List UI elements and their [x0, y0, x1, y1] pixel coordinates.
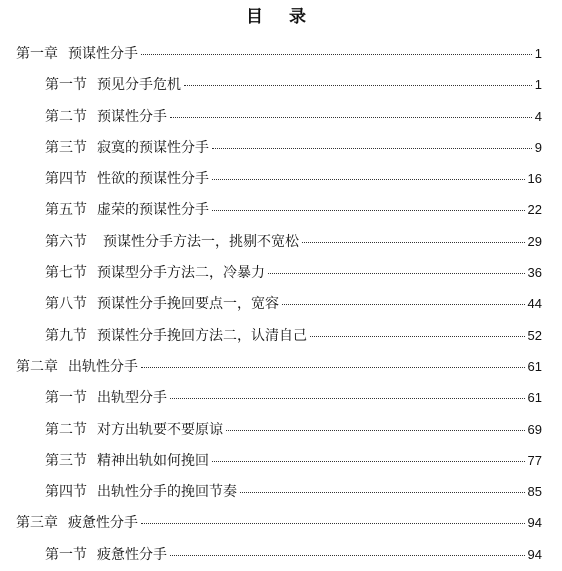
- entry-title: 出轨型分手: [97, 390, 167, 407]
- toc-section-entry[interactable]: [0, 226, 562, 257]
- dot-leader: [170, 117, 532, 118]
- entry-page-number: 1: [534, 46, 542, 61]
- entry-page-number: 94: [527, 515, 542, 531]
- entry-number: 第三节: [45, 452, 87, 469]
- toc-section-entry[interactable]: [0, 163, 562, 194]
- dot-leader: [282, 304, 525, 305]
- dot-leader: [184, 85, 532, 86]
- entry-number: 第一节: [45, 546, 87, 563]
- entry-title: 预谋型分手方法二，冷暴力: [97, 265, 265, 282]
- toc-section-entry[interactable]: [0, 132, 562, 163]
- entry-page-number: 4: [534, 108, 542, 124]
- entry-number: 第一节: [45, 77, 87, 94]
- entry-number: 第一章: [16, 46, 58, 62]
- entry-page-number: 69: [527, 421, 542, 437]
- dot-leader: [141, 54, 532, 55]
- dot-leader: [212, 148, 532, 149]
- entry-page-number: 29: [527, 233, 542, 249]
- entry-number: 第八节: [45, 296, 87, 313]
- entry-title: 预见分手危机: [97, 77, 181, 94]
- entry-page-number: 85: [527, 484, 542, 500]
- dot-leader: [141, 367, 525, 368]
- entry-title: 出轨性分手: [68, 358, 138, 375]
- dot-leader: [310, 336, 525, 337]
- entry-title: 寂寞的预谋性分手: [97, 139, 209, 156]
- entry-label: [45, 195, 209, 226]
- toc-section-entry[interactable]: [0, 69, 562, 100]
- entry-number: 第三节: [45, 139, 87, 156]
- dot-leader: [240, 492, 525, 493]
- toc-section-entry[interactable]: [0, 476, 562, 507]
- entry-page-number: 22: [527, 202, 542, 218]
- entry-title: 性欲的预谋性分手: [97, 171, 209, 188]
- entry-number: 第九节: [45, 327, 87, 344]
- entry-page-number: 77: [527, 452, 542, 468]
- entry-number: 第三章: [16, 515, 58, 532]
- entry-title: 预谋性分手方法一，挑剔不宽松: [103, 233, 299, 250]
- entry-label: [16, 352, 138, 383]
- entry-number: 第七节: [45, 265, 87, 282]
- toc-section-entry[interactable]: [0, 445, 562, 476]
- entry-page-number: 61: [527, 358, 542, 374]
- entry-title: 疲惫性分手: [68, 515, 138, 532]
- dot-leader: [212, 210, 525, 211]
- entry-page-number: 52: [527, 327, 542, 343]
- toc-section-entry[interactable]: [0, 382, 562, 413]
- entry-title: 出轨性分手的挽回节奏: [97, 484, 237, 501]
- entry-title: 对方出轨要不要原谅: [97, 421, 223, 438]
- dot-leader: [226, 430, 525, 431]
- entry-label: [45, 133, 209, 164]
- entry-number: 第一节: [45, 390, 87, 407]
- toc-chapter-entry[interactable]: [0, 38, 562, 69]
- dot-leader: [268, 273, 525, 274]
- entry-label: [16, 39, 138, 70]
- entry-title: 疲惫性分手: [97, 546, 167, 563]
- entry-label: [45, 227, 299, 258]
- entry-label: [45, 70, 181, 101]
- entry-page-number: 61: [527, 390, 542, 406]
- entry-label: [45, 258, 265, 289]
- toc-section-entry[interactable]: [0, 194, 562, 225]
- entry-page-number: 94: [527, 546, 542, 562]
- toc-section-entry[interactable]: [0, 257, 562, 288]
- entry-page-number: 16: [527, 171, 542, 187]
- entry-page-number: 36: [527, 265, 542, 281]
- entry-page-number: 44: [527, 296, 542, 312]
- entry-label: [45, 383, 167, 414]
- entry-label: [45, 164, 209, 195]
- entry-title: 预谋性分手挽回要点一，宽容: [97, 296, 279, 313]
- entry-number: 第四节: [45, 171, 87, 188]
- entry-label: [45, 289, 279, 320]
- entry-number: 第二节: [45, 421, 87, 438]
- entry-label: [45, 415, 223, 446]
- dot-leader: [212, 461, 525, 462]
- entry-title: 精神出轨如何挽回: [97, 452, 209, 469]
- dot-leader: [170, 555, 525, 556]
- dot-leader: [302, 242, 525, 243]
- toc-section-entry[interactable]: [0, 539, 562, 570]
- entry-number: 第二节: [45, 108, 87, 125]
- toc-chapter-entry[interactable]: [0, 351, 562, 382]
- entry-number: 第五节: [45, 202, 87, 219]
- toc-chapter-entry[interactable]: [0, 507, 562, 538]
- toc-list: [0, 38, 562, 570]
- toc-section-entry[interactable]: [0, 101, 562, 132]
- entry-title: 预谋性分手挽回方法二，认清自己: [97, 327, 307, 344]
- toc-section-entry[interactable]: [0, 288, 562, 319]
- entry-page-number: 1: [534, 77, 542, 93]
- dot-leader: [141, 523, 525, 524]
- toc-section-entry[interactable]: [0, 320, 562, 351]
- dot-leader: [212, 179, 525, 180]
- toc-title: 目 录: [246, 7, 316, 27]
- entry-title: 虚荣的预谋性分手: [97, 202, 209, 219]
- entry-number: 第二章: [16, 358, 58, 375]
- entry-label: [45, 477, 237, 508]
- entry-page-number: 9: [534, 139, 542, 155]
- entry-title: 预谋性分手: [97, 108, 167, 125]
- entry-label: [16, 508, 138, 539]
- toc-section-entry[interactable]: [0, 414, 562, 445]
- entry-label: [45, 540, 167, 571]
- entry-label: [45, 446, 209, 477]
- entry-number: 第六节: [45, 233, 87, 250]
- entry-label: [45, 102, 167, 133]
- dot-leader: [170, 398, 525, 399]
- entry-label: [45, 321, 307, 352]
- entry-title: 预谋性分手: [68, 46, 138, 62]
- entry-number: 第四节: [45, 484, 87, 501]
